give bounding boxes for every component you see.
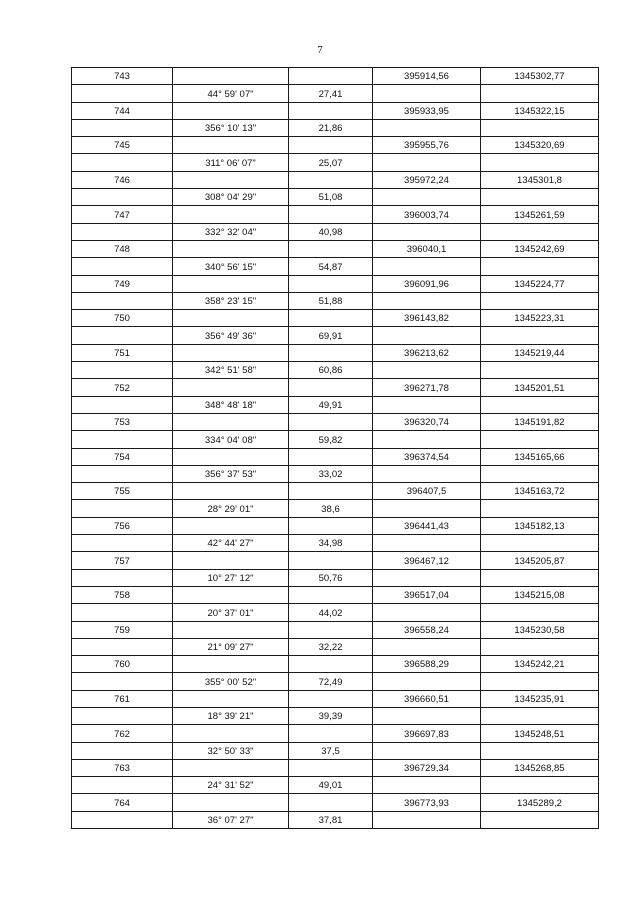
point-number-cell: 753 bbox=[72, 413, 173, 430]
bearing-angle-cell: 36° 07' 27" bbox=[173, 811, 289, 828]
table-row bbox=[72, 742, 599, 759]
point-number-cell: 757 bbox=[72, 552, 173, 569]
y-coordinate-cell: 1345215,08 bbox=[481, 586, 599, 603]
distance-cell bbox=[289, 68, 373, 85]
y-coordinate-cell bbox=[481, 811, 599, 828]
point-number-cell: 762 bbox=[72, 725, 173, 742]
table-row bbox=[72, 379, 599, 396]
y-coordinate-cell bbox=[481, 707, 599, 724]
table-row bbox=[72, 362, 599, 379]
x-coordinate-cell bbox=[373, 500, 481, 517]
point-number-cell bbox=[72, 258, 173, 275]
bearing-angle-cell bbox=[173, 690, 289, 707]
distance-cell bbox=[289, 586, 373, 603]
distance-cell bbox=[289, 206, 373, 223]
distance-cell bbox=[289, 448, 373, 465]
x-coordinate-cell bbox=[373, 223, 481, 240]
x-coordinate-cell: 396588,29 bbox=[373, 656, 481, 673]
distance-cell bbox=[289, 621, 373, 638]
point-number-cell bbox=[72, 777, 173, 794]
point-number-cell bbox=[72, 292, 173, 309]
distance-cell: 44,02 bbox=[289, 604, 373, 621]
point-number-cell: 756 bbox=[72, 517, 173, 534]
table-row bbox=[72, 85, 599, 102]
point-number-cell bbox=[72, 604, 173, 621]
y-coordinate-cell bbox=[481, 327, 599, 344]
y-coordinate-cell bbox=[481, 396, 599, 413]
table-row bbox=[72, 794, 599, 811]
y-coordinate-cell: 1345289,2 bbox=[481, 794, 599, 811]
y-coordinate-cell: 1345322,15 bbox=[481, 102, 599, 119]
bearing-angle-cell: 356° 10' 13" bbox=[173, 119, 289, 136]
point-number-cell: 750 bbox=[72, 310, 173, 327]
bearing-angle-cell: 334° 04' 08" bbox=[173, 431, 289, 448]
point-number-cell: 763 bbox=[72, 759, 173, 776]
point-number-cell bbox=[72, 119, 173, 136]
point-number-cell: 744 bbox=[72, 102, 173, 119]
x-coordinate-cell bbox=[373, 742, 481, 759]
table-row bbox=[72, 292, 599, 309]
distance-cell: 37,81 bbox=[289, 811, 373, 828]
table-row bbox=[72, 569, 599, 586]
x-coordinate-cell bbox=[373, 154, 481, 171]
table-row bbox=[72, 604, 599, 621]
table-row bbox=[72, 759, 599, 776]
table-row bbox=[72, 431, 599, 448]
table-row bbox=[72, 638, 599, 655]
y-coordinate-cell bbox=[481, 742, 599, 759]
bearing-angle-cell bbox=[173, 448, 289, 465]
x-coordinate-cell: 396773,93 bbox=[373, 794, 481, 811]
table-row bbox=[72, 240, 599, 257]
distance-cell: 72,49 bbox=[289, 673, 373, 690]
point-number-cell bbox=[72, 569, 173, 586]
point-number-cell bbox=[72, 362, 173, 379]
y-coordinate-cell: 1345261,59 bbox=[481, 206, 599, 223]
y-coordinate-cell: 1345268,85 bbox=[481, 759, 599, 776]
bearing-angle-cell bbox=[173, 206, 289, 223]
distance-cell: 34,98 bbox=[289, 535, 373, 552]
distance-cell bbox=[289, 759, 373, 776]
point-number-cell: 746 bbox=[72, 171, 173, 188]
y-coordinate-cell: 1345182,13 bbox=[481, 517, 599, 534]
page-number: 7 bbox=[317, 44, 323, 56]
x-coordinate-cell: 396320,74 bbox=[373, 413, 481, 430]
point-number-cell: 755 bbox=[72, 483, 173, 500]
x-coordinate-cell bbox=[373, 535, 481, 552]
distance-cell bbox=[289, 483, 373, 500]
point-number-cell bbox=[72, 465, 173, 482]
point-number-cell bbox=[72, 223, 173, 240]
bearing-angle-cell: 355° 00' 52" bbox=[173, 673, 289, 690]
point-number-cell: 749 bbox=[72, 275, 173, 292]
distance-cell bbox=[289, 379, 373, 396]
bearing-angle-cell bbox=[173, 137, 289, 154]
x-coordinate-cell: 396091,96 bbox=[373, 275, 481, 292]
point-number-cell bbox=[72, 431, 173, 448]
table-row bbox=[72, 137, 599, 154]
distance-cell: 38,6 bbox=[289, 500, 373, 517]
table-row bbox=[72, 656, 599, 673]
y-coordinate-cell: 1345163,72 bbox=[481, 483, 599, 500]
table-row bbox=[72, 327, 599, 344]
x-coordinate-cell bbox=[373, 396, 481, 413]
y-coordinate-cell: 1345165,66 bbox=[481, 448, 599, 465]
distance-cell: 50,76 bbox=[289, 569, 373, 586]
distance-cell bbox=[289, 413, 373, 430]
bearing-angle-cell: 308° 04' 29" bbox=[173, 189, 289, 206]
distance-cell: 33,02 bbox=[289, 465, 373, 482]
bearing-angle-cell bbox=[173, 759, 289, 776]
point-number-cell bbox=[72, 707, 173, 724]
point-number-cell: 761 bbox=[72, 690, 173, 707]
bearing-angle-cell: 20° 37' 01" bbox=[173, 604, 289, 621]
x-coordinate-cell bbox=[373, 465, 481, 482]
distance-cell bbox=[289, 310, 373, 327]
x-coordinate-cell bbox=[373, 638, 481, 655]
y-coordinate-cell bbox=[481, 465, 599, 482]
x-coordinate-cell: 396441,43 bbox=[373, 517, 481, 534]
x-coordinate-cell: 396040,1 bbox=[373, 240, 481, 257]
bearing-angle-cell: 21° 09' 27" bbox=[173, 638, 289, 655]
distance-cell bbox=[289, 240, 373, 257]
x-coordinate-cell bbox=[373, 362, 481, 379]
x-coordinate-cell: 396407,5 bbox=[373, 483, 481, 500]
point-number-cell bbox=[72, 396, 173, 413]
distance-cell: 39,39 bbox=[289, 707, 373, 724]
bearing-angle-cell bbox=[173, 68, 289, 85]
y-coordinate-cell bbox=[481, 604, 599, 621]
x-coordinate-cell bbox=[373, 811, 481, 828]
x-coordinate-cell bbox=[373, 292, 481, 309]
distance-cell: 69,91 bbox=[289, 327, 373, 344]
bearing-angle-cell bbox=[173, 621, 289, 638]
table-row bbox=[72, 68, 599, 85]
point-number-cell: 747 bbox=[72, 206, 173, 223]
bearing-angle-cell: 358° 23' 15" bbox=[173, 292, 289, 309]
table-row bbox=[72, 586, 599, 603]
point-number-cell bbox=[72, 327, 173, 344]
table-row bbox=[72, 483, 599, 500]
y-coordinate-cell: 1345230,58 bbox=[481, 621, 599, 638]
bearing-angle-cell bbox=[173, 517, 289, 534]
point-number-cell bbox=[72, 673, 173, 690]
distance-cell: 37,5 bbox=[289, 742, 373, 759]
table-row bbox=[72, 413, 599, 430]
y-coordinate-cell: 1345205,87 bbox=[481, 552, 599, 569]
x-coordinate-cell bbox=[373, 85, 481, 102]
bearing-angle-cell bbox=[173, 344, 289, 361]
distance-cell bbox=[289, 552, 373, 569]
table-row bbox=[72, 465, 599, 482]
bearing-angle-cell: 42° 44' 27" bbox=[173, 535, 289, 552]
y-coordinate-cell bbox=[481, 535, 599, 552]
y-coordinate-cell: 1345242,69 bbox=[481, 240, 599, 257]
table-row bbox=[72, 673, 599, 690]
table-row bbox=[72, 725, 599, 742]
point-number-cell bbox=[72, 638, 173, 655]
distance-cell: 59,82 bbox=[289, 431, 373, 448]
x-coordinate-cell: 396517,04 bbox=[373, 586, 481, 603]
bearing-angle-cell: 342° 51' 58" bbox=[173, 362, 289, 379]
table-row bbox=[72, 189, 599, 206]
bearing-angle-cell: 24° 31' 52" bbox=[173, 777, 289, 794]
point-number-cell bbox=[72, 811, 173, 828]
table-row bbox=[72, 396, 599, 413]
y-coordinate-cell: 1345235,91 bbox=[481, 690, 599, 707]
y-coordinate-cell bbox=[481, 777, 599, 794]
point-number-cell: 754 bbox=[72, 448, 173, 465]
point-number-cell bbox=[72, 154, 173, 171]
y-coordinate-cell: 1345301,8 bbox=[481, 171, 599, 188]
table-row bbox=[72, 344, 599, 361]
x-coordinate-cell bbox=[373, 707, 481, 724]
point-number-cell: 764 bbox=[72, 794, 173, 811]
table-row bbox=[72, 690, 599, 707]
bearing-angle-cell: 18° 39' 21" bbox=[173, 707, 289, 724]
y-coordinate-cell bbox=[481, 258, 599, 275]
coordinates-table bbox=[71, 67, 599, 829]
y-coordinate-cell bbox=[481, 500, 599, 517]
point-number-cell: 759 bbox=[72, 621, 173, 638]
x-coordinate-cell bbox=[373, 189, 481, 206]
bearing-angle-cell: 340° 56' 15" bbox=[173, 258, 289, 275]
y-coordinate-cell: 1345201,51 bbox=[481, 379, 599, 396]
bearing-angle-cell: 28° 29' 01" bbox=[173, 500, 289, 517]
bearing-angle-cell bbox=[173, 483, 289, 500]
y-coordinate-cell: 1345242,21 bbox=[481, 656, 599, 673]
bearing-angle-cell bbox=[173, 171, 289, 188]
bearing-angle-cell bbox=[173, 102, 289, 119]
distance-cell bbox=[289, 725, 373, 742]
y-coordinate-cell bbox=[481, 638, 599, 655]
distance-cell bbox=[289, 171, 373, 188]
table-row bbox=[72, 621, 599, 638]
y-coordinate-cell bbox=[481, 189, 599, 206]
table-row bbox=[72, 258, 599, 275]
distance-cell: 51,08 bbox=[289, 189, 373, 206]
y-coordinate-cell bbox=[481, 119, 599, 136]
bearing-angle-cell: 348° 48' 18" bbox=[173, 396, 289, 413]
x-coordinate-cell: 396374,54 bbox=[373, 448, 481, 465]
x-coordinate-cell bbox=[373, 777, 481, 794]
point-number-cell bbox=[72, 742, 173, 759]
y-coordinate-cell: 1345223,31 bbox=[481, 310, 599, 327]
y-coordinate-cell: 1345320,69 bbox=[481, 137, 599, 154]
distance-cell: 60,86 bbox=[289, 362, 373, 379]
x-coordinate-cell: 395955,76 bbox=[373, 137, 481, 154]
x-coordinate-cell: 395914,56 bbox=[373, 68, 481, 85]
table-row bbox=[72, 500, 599, 517]
bearing-angle-cell bbox=[173, 275, 289, 292]
point-number-cell: 760 bbox=[72, 656, 173, 673]
bearing-angle-cell bbox=[173, 379, 289, 396]
x-coordinate-cell bbox=[373, 258, 481, 275]
y-coordinate-cell bbox=[481, 223, 599, 240]
distance-cell bbox=[289, 517, 373, 534]
table-row bbox=[72, 275, 599, 292]
bearing-angle-cell: 356° 49' 36" bbox=[173, 327, 289, 344]
table-row bbox=[72, 206, 599, 223]
point-number-cell bbox=[72, 85, 173, 102]
coordinates-table-body bbox=[72, 68, 599, 829]
table-row bbox=[72, 102, 599, 119]
y-coordinate-cell: 1345219,44 bbox=[481, 344, 599, 361]
table-row bbox=[72, 171, 599, 188]
distance-cell bbox=[289, 275, 373, 292]
distance-cell bbox=[289, 137, 373, 154]
x-coordinate-cell: 396660,51 bbox=[373, 690, 481, 707]
x-coordinate-cell: 396697,83 bbox=[373, 725, 481, 742]
point-number-cell bbox=[72, 189, 173, 206]
table-row bbox=[72, 310, 599, 327]
distance-cell bbox=[289, 344, 373, 361]
y-coordinate-cell bbox=[481, 569, 599, 586]
bearing-angle-cell bbox=[173, 310, 289, 327]
x-coordinate-cell bbox=[373, 604, 481, 621]
table-row bbox=[72, 811, 599, 828]
distance-cell bbox=[289, 690, 373, 707]
bearing-angle-cell: 32° 50' 33" bbox=[173, 742, 289, 759]
x-coordinate-cell: 395972,24 bbox=[373, 171, 481, 188]
bearing-angle-cell: 332° 32' 04" bbox=[173, 223, 289, 240]
bearing-angle-cell bbox=[173, 413, 289, 430]
distance-cell: 27,41 bbox=[289, 85, 373, 102]
x-coordinate-cell: 396143,82 bbox=[373, 310, 481, 327]
bearing-angle-cell bbox=[173, 240, 289, 257]
table-row bbox=[72, 223, 599, 240]
table-row bbox=[72, 777, 599, 794]
distance-cell: 51,88 bbox=[289, 292, 373, 309]
x-coordinate-cell bbox=[373, 569, 481, 586]
x-coordinate-cell bbox=[373, 431, 481, 448]
x-coordinate-cell: 396213,62 bbox=[373, 344, 481, 361]
point-number-cell: 743 bbox=[72, 68, 173, 85]
bearing-angle-cell bbox=[173, 586, 289, 603]
y-coordinate-cell: 1345191,82 bbox=[481, 413, 599, 430]
distance-cell: 49,91 bbox=[289, 396, 373, 413]
y-coordinate-cell: 1345248,51 bbox=[481, 725, 599, 742]
distance-cell: 32,22 bbox=[289, 638, 373, 655]
table-row bbox=[72, 517, 599, 534]
distance-cell bbox=[289, 794, 373, 811]
point-number-cell: 758 bbox=[72, 586, 173, 603]
bearing-angle-cell bbox=[173, 552, 289, 569]
distance-cell: 40,98 bbox=[289, 223, 373, 240]
y-coordinate-cell: 1345224,77 bbox=[481, 275, 599, 292]
x-coordinate-cell: 396558,24 bbox=[373, 621, 481, 638]
bearing-angle-cell: 311° 06' 07" bbox=[173, 154, 289, 171]
point-number-cell bbox=[72, 535, 173, 552]
point-number-cell: 751 bbox=[72, 344, 173, 361]
table-row bbox=[72, 119, 599, 136]
y-coordinate-cell bbox=[481, 431, 599, 448]
y-coordinate-cell bbox=[481, 292, 599, 309]
point-number-cell bbox=[72, 500, 173, 517]
distance-cell: 21,86 bbox=[289, 119, 373, 136]
distance-cell bbox=[289, 656, 373, 673]
bearing-angle-cell: 44° 59' 07" bbox=[173, 85, 289, 102]
distance-cell bbox=[289, 102, 373, 119]
y-coordinate-cell bbox=[481, 673, 599, 690]
table-row bbox=[72, 448, 599, 465]
table-row bbox=[72, 552, 599, 569]
distance-cell: 25,07 bbox=[289, 154, 373, 171]
point-number-cell: 752 bbox=[72, 379, 173, 396]
bearing-angle-cell bbox=[173, 794, 289, 811]
table-row bbox=[72, 154, 599, 171]
point-number-cell: 748 bbox=[72, 240, 173, 257]
x-coordinate-cell bbox=[373, 119, 481, 136]
table-row bbox=[72, 707, 599, 724]
y-coordinate-cell: 1345302,77 bbox=[481, 68, 599, 85]
point-number-cell: 745 bbox=[72, 137, 173, 154]
x-coordinate-cell: 396003,74 bbox=[373, 206, 481, 223]
distance-cell: 49,01 bbox=[289, 777, 373, 794]
x-coordinate-cell: 396467,12 bbox=[373, 552, 481, 569]
y-coordinate-cell bbox=[481, 362, 599, 379]
x-coordinate-cell: 395933,95 bbox=[373, 102, 481, 119]
x-coordinate-cell: 396729,34 bbox=[373, 759, 481, 776]
x-coordinate-cell: 396271,78 bbox=[373, 379, 481, 396]
bearing-angle-cell: 10° 27' 12" bbox=[173, 569, 289, 586]
y-coordinate-cell bbox=[481, 154, 599, 171]
x-coordinate-cell bbox=[373, 673, 481, 690]
distance-cell: 54,87 bbox=[289, 258, 373, 275]
y-coordinate-cell bbox=[481, 85, 599, 102]
table-row bbox=[72, 535, 599, 552]
bearing-angle-cell: 356° 37' 53" bbox=[173, 465, 289, 482]
bearing-angle-cell bbox=[173, 725, 289, 742]
x-coordinate-cell bbox=[373, 327, 481, 344]
bearing-angle-cell bbox=[173, 656, 289, 673]
